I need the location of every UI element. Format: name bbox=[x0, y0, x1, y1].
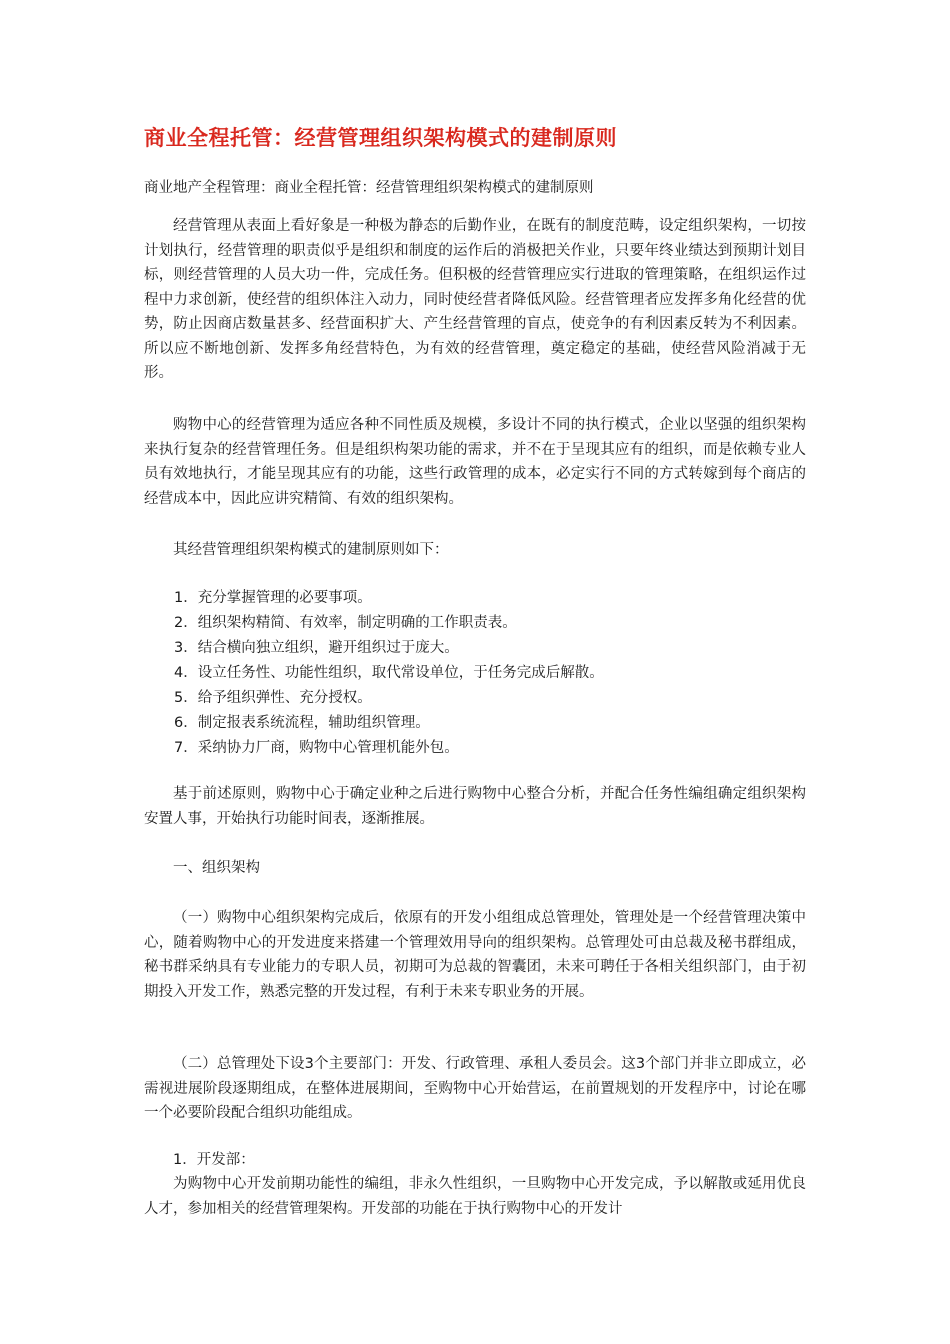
list-item: 2．组织架构精简、有效率，制定明确的工作职责表。 bbox=[174, 615, 517, 631]
subheading-development-dept: 1．开发部： bbox=[173, 1152, 255, 1168]
list-item: 1．充分掌握管理的必要事项。 bbox=[174, 590, 372, 606]
list-item: 6．制定报表系统流程，辅助组织管理。 bbox=[174, 715, 430, 731]
list-item: 5．给予组织弹性、充分授权。 bbox=[174, 690, 372, 706]
principles-list bbox=[144, 586, 806, 761]
paragraph-based-on-principles: 基于前述原则，购物中心于确定业种之后进行购物中心整合分析，并配合任务性编组确定组织架构安置人事，开始执行功能时间表，逐渐推展。 bbox=[144, 786, 806, 827]
section-heading-org-structure: 一、组织架构 bbox=[173, 860, 260, 876]
paragraph-development-dept: 为购物中心开发前期功能性的编组，非永久性组织，一旦购物中心开发完成，予以解散或延用优良人才，参加相关的经营管理架构。开发部的功能在于执行购物中心的开发计 bbox=[144, 1176, 806, 1217]
paragraph-section-one: （一）购物中心组织架构完成后，依原有的开发小组组成总管理处，管理处是一个经营管理决策中心，随着购物中心的开发进度来搭建一个管理效用导向的组织架构。总管理处可由总裁及秘书群组成，秘书群采纳具有专业能力的专职人员，初期可为总裁的智囊团，未来可聘任于各相关组织部门，由于初期投入开发工作，熟悉完整的开发过程，有利于未来专职业务的开展。 bbox=[144, 910, 806, 1000]
list-item: 4．设立任务性、功能性组织，取代常设单位，于任务完成后解散。 bbox=[174, 665, 604, 681]
paragraph-shopping-center: 购物中心的经营管理为适应各种不同性质及规模，多设计不同的执行模式，企业以坚强的组织架构来执行复杂的经营管理任务。但是组织构架功能的需求，并不在于呈现其应有的组织，而是依赖专业人员有效地执行，才能呈现其应有的功能，这些行政管理的成本，必定实行不同的方式转嫁到每个商店的经营成本中，因此应讲究精简、有效的组织架构。 bbox=[144, 417, 806, 507]
list-item: 3．结合横向独立组织，避开组织过于庞大。 bbox=[174, 640, 459, 656]
list-item: 7．采纳协力厂商，购物中心管理机能外包。 bbox=[174, 740, 459, 756]
document-title: 商业全程托管：经营管理组织架构模式的建制原则 bbox=[144, 126, 617, 150]
paragraph-section-two: （二）总管理处下设3个主要部门：开发、行政管理、承租人委员会。这3个部门并非立即成立，必需视进展阶段逐期组成，在整体进展期间，至购物中心开始营运，在前置规划的开发程序中，讨论在哪一个必要阶段配合组织功能组成。 bbox=[144, 1056, 806, 1121]
paragraph-intro: 经营管理从表面上看好象是一种极为静态的后勤作业，在既有的制度范畴，设定组织架构，一切按计划执行，经营管理的职责似乎是组织和制度的运作后的消极把关作业，只要年终业绩达到预期计划目标，则经营管理的人员大功一件，完成任务。但积极的经营管理应实行进取的管理策略，在组织运作过程中力求创新，使经营的组织体注入动力，同时使经营者降低风险。经营管理者应发挥多角化经营的优势，防止因商店数量甚多、经营面积扩大、产生经营管理的盲点，使竞争的有利因素反转为不利因素。所以应不断地创新、发挥多角经营特色，为有效的经营管理，奠定稳定的基础，使经营风险消减于无形。 bbox=[144, 218, 806, 381]
paragraph-principles-intro: 其经营管理组织架构模式的建制原则如下： bbox=[173, 542, 449, 558]
document-subtitle: 商业地产全程管理：商业全程托管：经营管理组织架构模式的建制原则 bbox=[144, 180, 594, 196]
